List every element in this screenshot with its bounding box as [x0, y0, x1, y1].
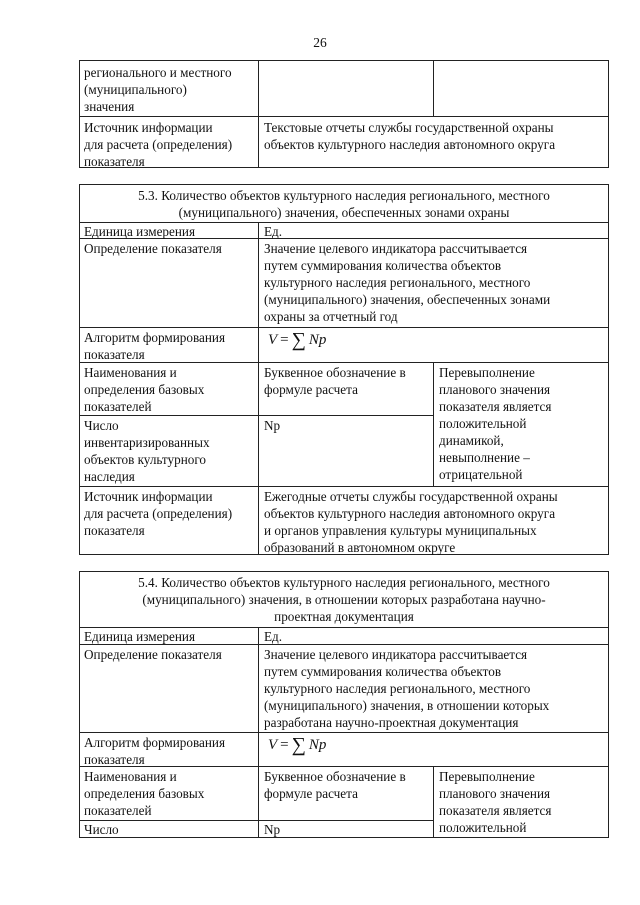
- source-value: Ежегодные отчеты службы государственной охраны объектов культурного наследия автономного округа и органов управления культуры муниципальных образований в автономном округе: [264, 489, 558, 555]
- formula: [268, 330, 326, 350]
- base-names-label: Наименования и определения базовых показателей: [84, 769, 205, 818]
- table-divider: [79, 486, 609, 487]
- value-source: Текстовые отчеты службы государственной охраны объектов культурного наследия автономного округа: [264, 120, 556, 152]
- definition-label: Определение показателя: [84, 647, 222, 662]
- label-level: регионального и местного (муниципального) значения: [84, 65, 232, 114]
- table-divider: [433, 362, 434, 486]
- count-symbol: Np: [264, 822, 281, 837]
- formula-rhs: Np: [308, 331, 327, 348]
- definition-value: Значение целевого индикатора рассчитывается путем суммирования количества объектов культурного наследия регионального, местного (муниципального) значения, обеспеченных зонами охраны за отчетный год: [264, 241, 551, 324]
- sum-symbol: ∑: [291, 329, 306, 351]
- table-divider: [258, 222, 259, 555]
- table-divider: [433, 60, 434, 117]
- unit-label: Единица измерения: [84, 629, 196, 644]
- unit-label: Единица измерения: [84, 224, 196, 239]
- formula-eq: =: [280, 331, 289, 348]
- algorithm-label: Алгоритм формирования показателя: [84, 735, 226, 767]
- formula-lhs: V: [268, 736, 278, 753]
- count-symbol: Np: [264, 418, 281, 433]
- table-divider: [433, 766, 434, 838]
- base-names-label: Наименования и определения базовых показателей: [84, 365, 205, 414]
- algorithm-label: Алгоритм формирования показателя: [84, 330, 226, 362]
- count-label: Число инвентаризированных объектов культурного наследия: [84, 418, 210, 484]
- table-divider: [258, 627, 259, 838]
- note-text: Перевыполнение планового значения показателя является положительной динамикой, невыполнение – отрицательной: [439, 365, 552, 482]
- source-label: Источник информации для расчета (определения) показателя: [84, 489, 233, 538]
- table-divider: [258, 60, 259, 168]
- formula: [268, 735, 326, 755]
- sum-symbol: ∑: [291, 734, 306, 756]
- definition-value: Значение целевого индикатора рассчитывается путем суммирования количества объектов культурного наследия регионального, местного (муниципального) значения, в отношении которых разработана научно-проектная документация: [264, 647, 550, 730]
- symbol-label: Буквенное обозначение в формуле расчета: [264, 365, 406, 397]
- indicator-title-5-3: 5.3. Количество объектов культурного наследия регионального, местного (муниципального) значения, обеспеченных зонами охраны: [138, 188, 550, 220]
- indicator-title-5-4: 5.4. Количество объектов культурного наследия регионального, местного (муниципального) значения, в отношении которых разработана научно- проектная документация: [138, 575, 550, 624]
- table-divider: [79, 327, 609, 328]
- unit-value: Ед.: [264, 224, 283, 239]
- page-number: 26: [313, 35, 327, 50]
- table-divider: [79, 415, 434, 416]
- symbol-label: Буквенное обозначение в формуле расчета: [264, 769, 406, 801]
- table-divider: [79, 732, 609, 733]
- formula-lhs: V: [268, 331, 278, 348]
- label-source: Источник информации для расчета (определения) показателя: [84, 120, 233, 169]
- table-divider: [79, 116, 609, 117]
- table-divider: [79, 820, 434, 821]
- unit-value: Ед.: [264, 629, 283, 644]
- formula-rhs: Np: [308, 736, 327, 753]
- definition-label: Определение показателя: [84, 241, 222, 256]
- count-label: Число: [84, 822, 119, 837]
- note-text: Перевыполнение планового значения показателя является положительной: [439, 769, 552, 835]
- formula-eq: =: [280, 736, 289, 753]
